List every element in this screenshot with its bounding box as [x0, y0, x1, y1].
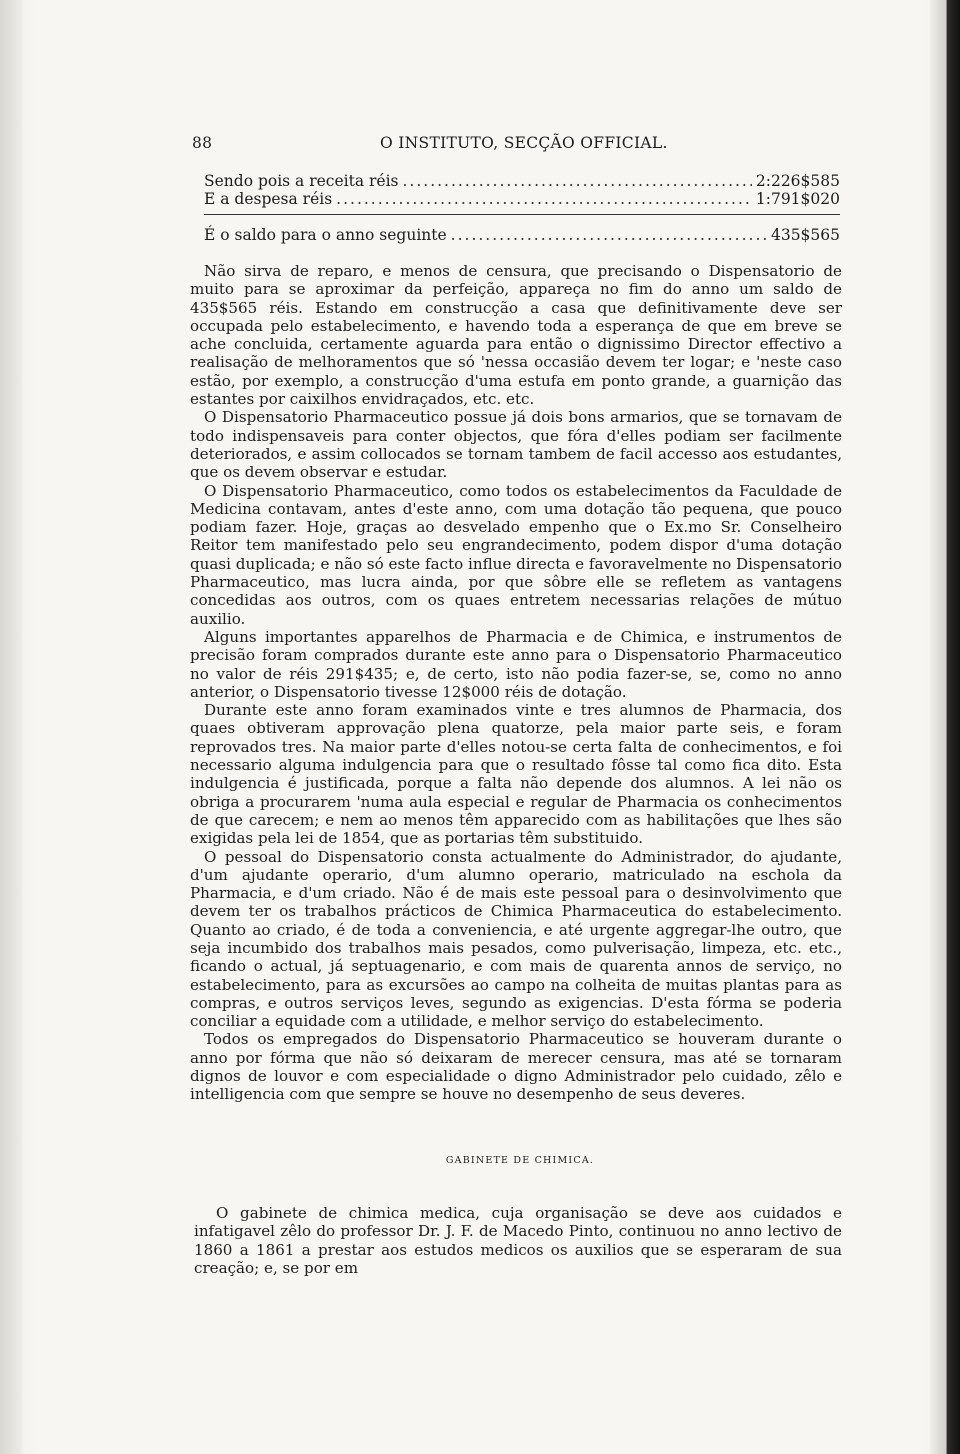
leader-dots — [336, 190, 752, 208]
paragraph: Alguns importantes apparelhos de Pharmacia e de Chimica, e instrumentos de precisão foram comprados durante este anno para o Dispensatorio Pharmaceutico no valor de réis 291$435; e, de certo, isto não podia fazer-se, se, como no anno anterior, o Dispensatorio tivesse 12$000 réis de dotação. — [190, 627, 842, 701]
section-heading: GABINETE DE CHIMICA. — [445, 1155, 595, 1166]
paragraph: O gabinete de chimica medica, cuja organisação se deve aos cuidados e infatigavel zêlo do professor Dr. J. F. de Macedo Pinto, continuou no anno lectivo de 1860 a 1861 a prestar aos estudos medicos os auxilios que se esperaram de sua creação; e, se por em — [194, 1204, 842, 1277]
despesa-row — [204, 190, 840, 208]
page-right-edge — [930, 0, 960, 1454]
leader-dots — [451, 226, 767, 244]
paragraph: Todos os empregados do Dispensatorio Pharmaceutico se houveram durante o anno por fórma que não só deixaram de merecer censura, mas até se tornaram dignos de louvor e com especialidade o digno Administrador pelo cuidado, zêlo e intelligencia com que sempre se houve no desempenho de seus deveres. — [190, 1030, 842, 1104]
sum-rule — [204, 214, 840, 215]
saldo-row — [204, 226, 840, 244]
paragraph: O Dispensatorio Pharmaceutico, como todos os estabelecimentos da Faculdade de Medicina contavam, antes d'este anno, com uma dotação tão pequena, que pouco podiam fazer. Hoje, graças ao desvelado empenho que o Ex.mo Sr. Conselheiro Reitor tem manifestado pelo seu engrandecimento, podem dispor d'uma dotação quasi duplicada; e não só este facto influe directa e favoravelmente no Dispensatorio Pharmaceutico, mas lucra ainda, por que sôbre elle se refletem as vantagens concedidas aos outros, com os quaes entretem necessarias relações de mútuo auxilio. — [190, 481, 842, 628]
accounts-summary — [204, 172, 840, 208]
despesa-label: E a despesa réis — [204, 190, 333, 208]
receita-row — [204, 172, 840, 190]
section-body — [194, 1204, 842, 1277]
paragraph: Durante este anno foram examinados vinte e tres alumnos de Pharmacia, dos quaes obtiveram approvação plena quatorze, pela maior parte seis, e foram reprovados tres. Na maior parte d'elles notou-se certa falta de conhecimentos, e foi necessario alguma indulgencia para que o resultado fôsse tal como fica dito. Esta indulgencia é justificada, porque a falta não depende dos alumnos. A lei não os obriga a procurarem 'numa aula especial e regular de Pharmacia os conhecimentos de que carecem; e nem ao menos têm apparecido com as habilitações que lhes são exigidas pela lei de 1854, que as portarias têm substituido. — [190, 701, 842, 848]
paragraph: O Dispensatorio Pharmaceutico possue já dois bons armarios, que se tornavam de todo indispensaveis para conter objectos, que fóra d'elles podiam ser facilmente deteriorados, e assim collocados se tornam tambem de facil accesso aos estudantes, que os devem observar e estudar. — [190, 408, 842, 482]
page-number: 88 — [192, 134, 213, 152]
paragraph: Não sirva de reparo, e menos de censura, que precisando o Dispensatorio de muito para se aproximar da perfeição, appareça no fim do anno um saldo de 435$565 réis. Estando em construcção a casa que definitivamente deve ser occupada pelo estabelecimento, e havendo toda a esperança de que em breve se ache concluida, certamente aguarda para então o dignissimo Director effectivo a realisação de melhoramentos que só 'nessa occasião devem ter logar; e 'neste caso estão, por exemplo, a construcção d'uma estufa em ponto grande, a guarnição das estantes por caixilhos envidraçados, etc. etc. — [190, 262, 842, 409]
despesa-value: 1:791$020 — [755, 190, 840, 208]
body-text — [190, 262, 842, 1104]
saldo-label: É o saldo para o anno seguinte — [204, 226, 447, 244]
paragraph: O pessoal do Dispensatorio consta actualmente do Administrador, do ajudante, d'um ajudante operario, d'um alumno operario, matriculado na eschola da Pharmacia, e d'um criado. Não é de mais este pessoal para o desinvolvimento que devem ter os trabalhos prácticos de Chimica Pharmaceutica do estabelecimento. Quanto ao criado, é de toda a conveniencia, e até urgente aggregar-lhe outro, que seja incumbido dos trabalhos mais pesados, como pulverisação, limpeza, etc. etc., ficando o actual, já septuagenario, e com mais de quarenta annos de serviço, no estabelecimento, para as excursões ao campo na colheita de muitas plantas para as compras, e outros serviços leves, segundo as exigencias. D'esta fórma se poderia conciliar a equidade com a utilidade, e melhor serviço do estabelecimento. — [190, 847, 842, 1031]
receita-value: 2:226$585 — [755, 172, 840, 190]
saldo-row-wrap — [204, 226, 840, 244]
receita-label: Sendo pois a receita réis — [204, 172, 399, 190]
page-left-edge — [0, 0, 22, 1454]
saldo-value: 435$565 — [770, 226, 840, 244]
running-header — [192, 134, 846, 158]
running-title: O INSTITUTO, SECÇÃO OFFICIAL. — [380, 134, 668, 152]
leader-dots — [403, 172, 752, 190]
